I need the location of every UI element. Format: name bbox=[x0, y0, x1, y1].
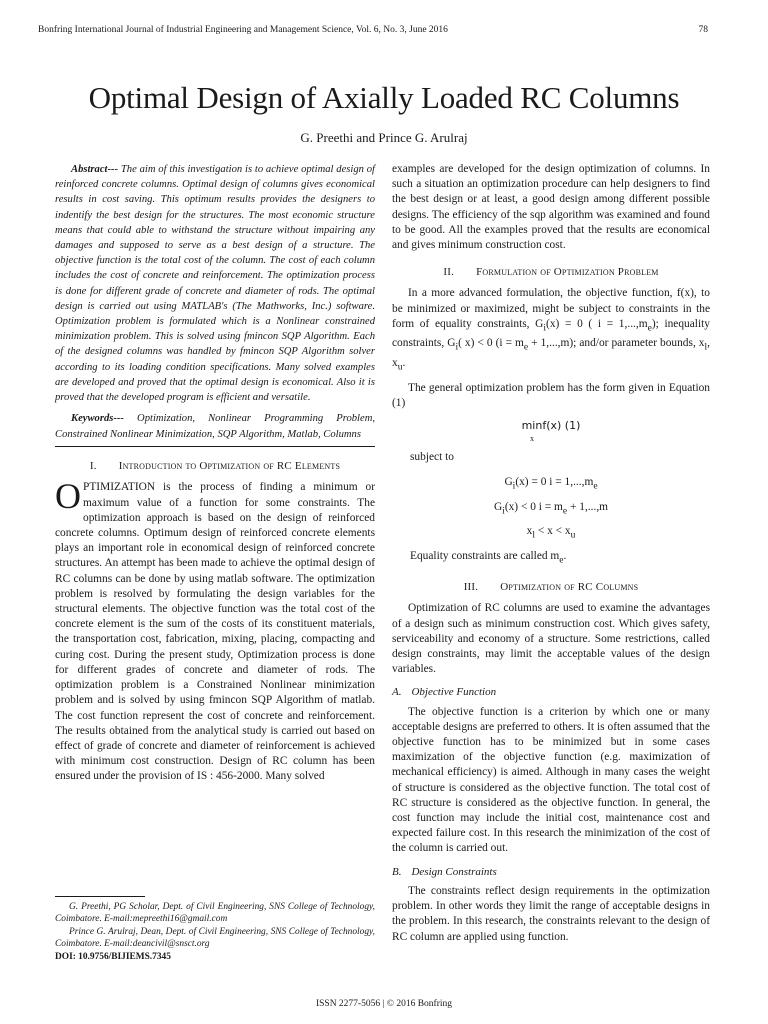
section-2-paragraph-2: The general optimization problem has the form given in Equation (1) bbox=[392, 382, 710, 410]
paper-title: Optimal Design of Axially Loaded RC Columns bbox=[88, 80, 680, 115]
abstract-label: Abstract--- bbox=[71, 164, 119, 175]
abstract-text: The aim of this investigation is to achieve optimal design of reinforced concrete columns. Optimal design of columns gives economical results in cost saving. This optimum results provides the designers to indentify the best design for the structures. The most economic structure means that could able to withstand the structure without impairing any damages and supposed to serve as a best design of a structure. The objective function is the total cost of the column. The cost of each column includes the cost of concrete and reinforcement. The optimization process is done for different grade of concrete and diameter of rods. The optimal design is carried out using MATLAB's (The Mathworks, Inc.) software. Optimization problem is formulated which is a Nonlinear constrained minimization problem. This is solved using fmincon SQP Algorithm. Each of the designed columns was handled by fmincon SQP Algorithm solver according to its loading condition specifications. Many solved examples are developed and proved that the optimal design is economical. Also it is proved that the developed program is efficient and versatile. bbox=[55, 164, 375, 404]
subsection-b-body: The constraints reflect design requirements in the optimization problem. In other words they limit the range of acceptable designs in the problem. In this research, the constraints relevant to the design of RC column are applied using function. bbox=[392, 884, 710, 943]
section-heading-1: I. Introduction to Optimization of RC Elements bbox=[89, 460, 341, 473]
abstract bbox=[55, 162, 375, 405]
keywords bbox=[55, 411, 375, 442]
equation-1: minf(x) (1) x bbox=[521, 418, 581, 443]
journal-citation: Bonfring International Journal of Industrial Engineering and Management Science, Vol. 6, No. 3, June 2016 bbox=[38, 25, 448, 35]
equation-inequality: $G_i(x) < 0$ $i = m_e + 1,...,m$ bbox=[493, 500, 609, 517]
subsection-a-body: The objective function is a criterion by which one or many acceptable designs are preferred to others. It is often assumed that the objective function has to be minimized but in some cases maximization of the objective function (e.g. maximization of mechanical efficiency) is aimed. Although in many cases the weight of structure is considered as the objective function. The total cost of RC structure is considered as the objective function. In general, the cost function may include the initial cost, maintenance cost and expected failure cost. In this research the minimization of the cost of the column is carried out. bbox=[392, 705, 710, 855]
section-3-body: Optimization of RC columns are used to examine the advantages of a design such as minimum construction cost. Which gives safety, serviceability and economy of a structure. Some restrictions, called design constraints, may limit the acceptable values of the design variables. bbox=[392, 602, 710, 676]
subsection-heading-b: B. Design Constraints bbox=[392, 865, 497, 878]
keywords-text: Optimization, Nonlinear Programming Problem, Constrained Nonlinear Minimization, SQP Algorithm, Matlab, Columns bbox=[55, 413, 375, 440]
section-heading-3: III. Optimization of RC Columns bbox=[463, 581, 639, 594]
keywords-label: Keywords--- bbox=[71, 413, 124, 425]
footnote-author-2: Prince G. Arulraj, Dean, Dept. of Civil Engineering, SNS College of Technology, Coimbatore. E-mail:deancivil@snsct.org bbox=[55, 926, 375, 950]
subject-to-label: subject to bbox=[410, 451, 454, 464]
equality-note: Equality constraints are called $m_e$. bbox=[410, 549, 567, 566]
section-1-continued: examples are developed for the design optimization of columns. In such a situation an optimization procedure can help designers to find the best design or at least, a good design among different possible designs. The efficiency of the sqp algorithm was examined and found to be good. All the examples proved that the results are economical and gives minimum construction cost. bbox=[392, 163, 710, 252]
right-column bbox=[392, 162, 710, 945]
running-header bbox=[38, 25, 708, 35]
section-2-paragraph-1: In a more advanced formulation, the objective function, f(x), to be minimized or maximized, might be subject to constraints in the form of equality constraints, $G_i(x) = 0$ ( $i = 1,...,m_e$); inequality constraints, $G_i$( x) < 0 $(i = m_e + 1,...,m)$; and/or parameter bounds, $x_l$, $x_u$. bbox=[392, 287, 711, 373]
page-footer: ISSN 2277-5056 | © 2016 Bonfring bbox=[315, 999, 453, 1009]
equation-bounds: $x_l < x < x_u$ bbox=[526, 525, 576, 541]
footnote-author-1: G. Preethi, PG Scholar, Dept. of Civil Engineering, SNS College of Technology, Coimbatore. E-mail:mepreethi16@gmail.com bbox=[55, 902, 375, 925]
section-1-body: OPTIMIZATION is the process of finding a minimum or maximum value of a function for some constraints. The optimization approach is based on the design of reinforced concrete columns. Optimum design of reinforced concrete elements plays an important role in economical design of reinforced concrete structures. An attempt has been made to achieve the optimal design of RC columns can be done by using matlab software. The optimization problem is resolved by formulating the design variables for the structural elements. The objective function was the total cost of the concrete element is the sum of the costs of its constituent materials, the transportation cost, fabrication, mixing, placing, compacting and curing cost. During the present study, Optimization process is done for different grades of concrete and diameter of rods. The optimization problem is a Constrained Nonlinear minimization problem and is solved by using fmincon SQP Algorithm of matlab. The cost function represent the cost of concrete and reinforcement. The results obtained from the analytical study is carried out based on effect of grade of concrete and diameter of reinforcement is achieved with minimum cost construction. Design of RC column has been ensured under the provision of IS : 456-2000. Many solved bbox=[55, 476, 375, 783]
doi: DOI: 10.9756/BIJIEMS.7345 bbox=[55, 951, 171, 962]
footnotes bbox=[55, 896, 375, 963]
divider bbox=[55, 446, 375, 447]
section-heading-2: II. Formulation of Optimization Problem bbox=[443, 266, 659, 279]
drop-cap: O bbox=[55, 476, 81, 517]
page-number: 78 bbox=[698, 25, 708, 35]
footnote-rule bbox=[55, 896, 145, 897]
left-column bbox=[55, 162, 375, 785]
paper-authors: G. Preethi and Prince G. Arulraj bbox=[300, 130, 468, 145]
equation-equality: $G_i(x) = 0$ $i = 1,...,m_e$ bbox=[504, 476, 598, 492]
subsection-heading-a: A. Objective Function bbox=[392, 686, 497, 699]
